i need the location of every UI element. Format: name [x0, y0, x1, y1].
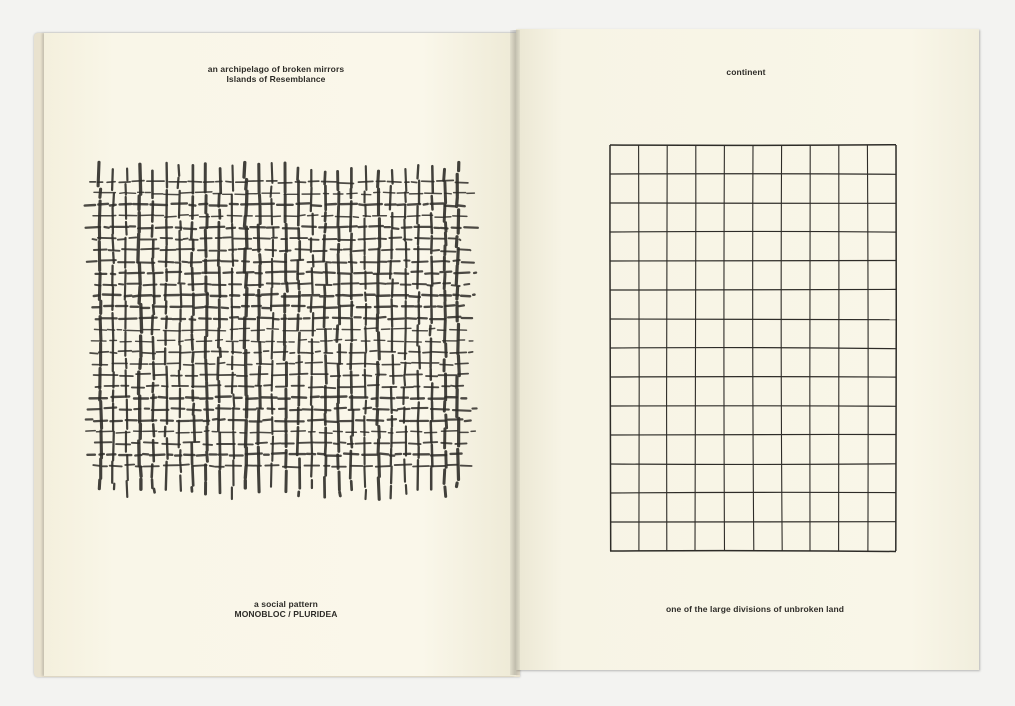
continent-grid-vertical-line: [695, 145, 696, 551]
broken-grid-horizontal-line: [94, 249, 471, 252]
broken-grid-vertical-line: [284, 163, 287, 492]
left-page-title: [196, 64, 356, 84]
left-page-caption: [206, 599, 366, 619]
broken-grid-horizontal-line: [94, 374, 469, 377]
broken-grid-horizontal-line: [95, 328, 467, 331]
broken-grid-vertical-line: [112, 169, 114, 489]
broken-grid-horizontal-line: [96, 385, 464, 388]
broken-grid-vertical-line: [152, 171, 155, 493]
left-caption-line-2: MONOBLOC / PLURIDEA: [234, 609, 338, 619]
broken-grid-horizontal-line: [86, 419, 471, 422]
broken-grid-vertical-line: [165, 163, 168, 490]
broken-grid-horizontal-line: [95, 442, 467, 445]
left-title-line-1: an archipelago of broken mirrors: [207, 64, 345, 74]
continent-grid-vertical-line: [724, 145, 725, 551]
broken-grid-horizontal-line: [93, 215, 467, 218]
broken-grid-vertical-line: [311, 170, 314, 488]
broken-grid-vertical-line: [297, 168, 300, 496]
broken-grid-horizontal-line: [85, 203, 465, 206]
broken-mirror-grid-drawing: [85, 162, 478, 499]
broken-grid-vertical-line: [244, 163, 247, 489]
broken-grid-vertical-line: [125, 169, 128, 497]
broken-grid-vertical-line: [444, 169, 447, 496]
right-title-text: continent: [726, 67, 766, 77]
broken-grid-vertical-line: [337, 172, 341, 496]
broken-grid-vertical-line: [390, 170, 394, 498]
continent-grid-horizontal-line: [610, 551, 896, 552]
continent-grid-vertical-line: [667, 145, 668, 551]
broken-grid-vertical-line: [178, 165, 182, 491]
broken-grid-vertical-line: [417, 165, 420, 490]
broken-grid-vertical-line: [138, 164, 142, 489]
broken-grid-horizontal-line: [91, 340, 473, 343]
broken-grid-vertical-line: [98, 162, 102, 488]
broken-grid-vertical-line: [403, 169, 406, 494]
right-page-caption: [640, 604, 870, 614]
continent-grid-drawing: [610, 145, 896, 552]
broken-grid-vertical-line: [324, 172, 327, 497]
broken-grid-vertical-line: [377, 171, 380, 499]
continent-grid-vertical-line: [610, 145, 611, 551]
broken-grid-vertical-line: [456, 163, 459, 487]
right-page-title: [686, 67, 806, 77]
continent-grid-vertical-line: [639, 145, 640, 551]
left-caption-line-1: a social pattern: [254, 599, 318, 609]
broken-grid-horizontal-line: [90, 351, 473, 354]
broken-grid-horizontal-line: [93, 464, 471, 467]
right-caption-text: one of the large divisions of unbroken land: [665, 604, 845, 614]
broken-grid-vertical-line: [271, 163, 274, 487]
broken-grid-horizontal-line: [92, 305, 464, 308]
broken-grid-horizontal-line: [90, 397, 467, 399]
left-title-line-2: Islands of Resemblance: [226, 74, 326, 84]
broken-grid-horizontal-line: [90, 180, 468, 183]
broken-grid-horizontal-line: [92, 362, 468, 365]
broken-grid-horizontal-line: [86, 431, 476, 434]
broken-grid-horizontal-line: [87, 260, 474, 263]
broken-grid-horizontal-line: [95, 283, 469, 286]
